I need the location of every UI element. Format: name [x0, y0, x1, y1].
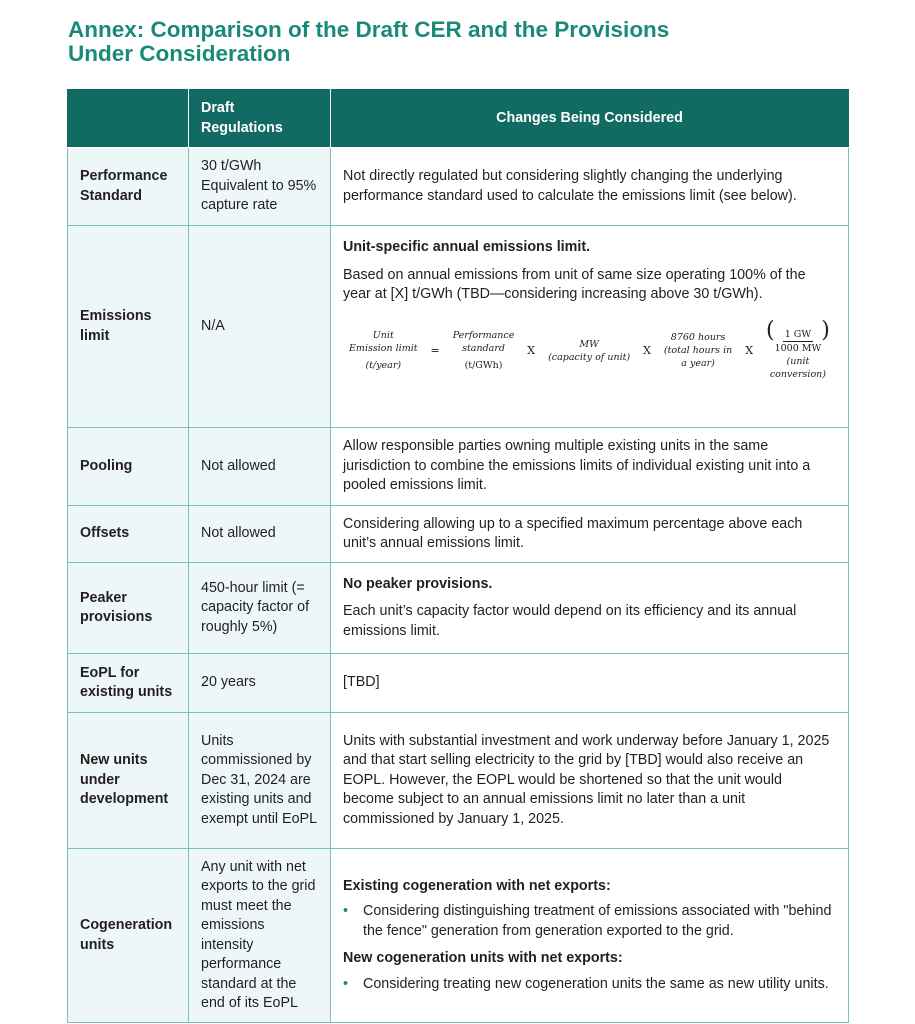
changes-cell: Allow responsible parties owning multiple existing units in the same jurisdiction to combine the emissions limits of individual existing unit into a pooled emissions limit. — [331, 428, 849, 506]
emissions-formula — [343, 317, 836, 381]
table-row — [68, 226, 849, 428]
bullet-list — [343, 975, 836, 995]
peaker-heading: No peaker provisions. — [343, 575, 493, 592]
formula-times: X — [643, 344, 651, 357]
row-label: Performance Standard — [68, 148, 189, 226]
draft-cell: 30 t/GWh Equivalent to 95% capture rate — [189, 148, 331, 226]
changes-cell: Considering allowing up to a specified maximum percentage above each unit’s annual emissions limit. — [331, 506, 849, 563]
list-item: • Considering treating new cogeneration units the same as new utility units. — [343, 975, 836, 995]
page-title — [68, 18, 669, 66]
header-draft-regulations: Draft Regulations — [189, 90, 331, 148]
table-row — [68, 654, 849, 713]
table-row — [68, 148, 849, 226]
draft-cell: Not allowed — [189, 428, 331, 506]
table-row — [68, 428, 849, 506]
formula-hours: 8760 hours (total hours in a year) — [663, 332, 733, 369]
draft-cell: Any unit with net exports to the grid must meet the emissions intensity performance standard at the end of its EoPL — [189, 849, 331, 1023]
draft-cell: 20 years — [189, 654, 331, 713]
formula-times: X — [527, 344, 536, 357]
draft-cell: N/A — [189, 226, 331, 428]
bullet-icon: • — [343, 903, 349, 920]
comparison-table — [67, 89, 849, 1023]
list-item: • Considering distinguishing treatment of emissions associated with "behind the fence" generation from generation exported to the grid. — [343, 903, 832, 939]
changes-cell — [331, 849, 849, 1023]
table-row — [68, 506, 849, 563]
emissions-heading: Unit-specific annual emissions limit. — [343, 239, 591, 255]
row-label: New units under development — [68, 713, 189, 849]
formula-performance-standard: Performance standard (t/GWh) — [452, 330, 515, 371]
formula-times: X — [745, 344, 754, 357]
row-label: EoPL for existing units — [68, 654, 189, 713]
formula-mw: MW (capacity of unit) — [548, 338, 631, 363]
title-line-2: Under Consideration — [68, 41, 291, 66]
changes-cell: Units with substantial investment and work underway before January 1, 2025 and that start selling electricity to the grid by [TBD] would also receive an EOPL. However, the EOPL would be shortened so that the unit would become subject to an annual emissions limit no later than a unit commissioned by January 1, 2025. — [331, 713, 849, 849]
bullet-list — [343, 902, 836, 941]
table-row — [68, 713, 849, 849]
table-header-row — [68, 90, 849, 148]
draft-cell: 450-hour limit (= capacity factor of roughly 5%) — [189, 563, 331, 654]
changes-cell — [331, 563, 849, 654]
bullet-icon: • — [343, 975, 349, 992]
row-label: Peaker provisions — [68, 563, 189, 654]
table-row — [68, 849, 849, 1023]
table-row — [68, 563, 849, 654]
row-label: Emissions limit — [68, 226, 189, 428]
emissions-text: Based on annual emissions from unit of same size operating 100% of the year at [X] t/GWh (TBD—considering increasing above 30 t/GWh). — [343, 266, 806, 302]
row-label: Pooling — [68, 428, 189, 506]
cogen-heading-existing: Existing cogeneration with net exports: — [343, 877, 611, 894]
row-label: Offsets — [68, 506, 189, 563]
cogen-heading-new: New cogeneration units with net exports: — [343, 950, 623, 967]
changes-cell: Not directly regulated but considering slightly changing the underlying performance standard used to calculate the emissions limit (see below). — [331, 148, 849, 226]
draft-cell: Not allowed — [189, 506, 331, 563]
row-label: Cogeneration units — [68, 849, 189, 1023]
formula-equals: = — [430, 344, 440, 357]
formula-lhs: Unit Emission limit (t/year) — [349, 330, 418, 371]
peaker-text: Each unit’s capacity factor would depend on its efficiency and its annual emissions limit. — [343, 603, 797, 639]
changes-cell: [TBD] — [331, 654, 849, 713]
header-changes-being-considered: Changes Being Considered — [331, 90, 849, 148]
draft-cell: Units commissioned by Dec 31, 2024 are existing units and exempt until EoPL — [189, 713, 331, 849]
changes-cell — [331, 226, 849, 428]
title-line-1: Annex: Comparison of the Draft CER and the Provisions — [68, 17, 670, 42]
formula-unit-conversion: ( $\frac{1 GW}{1000 MW}$ ) (unit conversion) — [766, 317, 830, 380]
header-empty — [68, 90, 189, 148]
